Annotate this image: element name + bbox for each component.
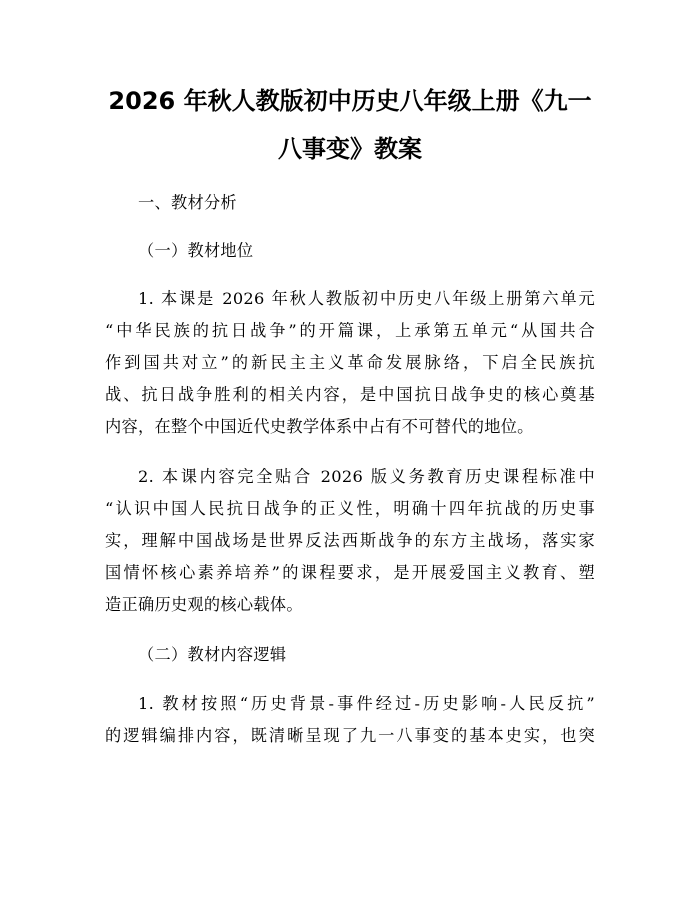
paragraph-1-line-2: “中华民族的抗日战争”的开篇课，上承第五单元“从国共合	[105, 321, 595, 340]
paragraph-1-line-1: 1. 本课是 2026 年秋人教版初中历史八年级上册第六单元	[138, 289, 595, 308]
paragraph-1-line-5: 内容，在整个中国近代史教学体系中占有不可替代的地位。	[105, 417, 534, 436]
paragraph-2-line-5: 造正确历史观的核心载体。	[105, 595, 303, 614]
paragraph-2-line-1: 2. 本课内容完全贴合 2026 版义务教育历史课程标准中	[138, 467, 595, 486]
paragraph-3-line-1: 1. 教材按照“历史背景-事件经过-历史影响-人民反抗”	[138, 694, 595, 713]
paragraph-1-line-3: 作到国共对立”的新民主主义革命发展脉络，下启全民族抗	[105, 353, 595, 372]
section-heading-textbook-analysis: 一、教材分析	[138, 193, 237, 212]
document-title-line-1: 2026 年秋人教版初中历史八年级上册《九一	[108, 87, 592, 115]
paragraph-2-line-2: “认识中国人民抗日战争的正义性，明确十四年抗战的历史事	[105, 499, 595, 518]
paragraph-2-line-4: 国情怀核心素养培养”的课程要求，是开展爱国主义教育、塑	[105, 563, 595, 582]
paragraph-2-line-3: 实，理解中国战场是世界反法西斯战争的东方主战场，落实家	[105, 531, 595, 550]
paragraph-3-line-2: 的逻辑编排内容，既清晰呈现了九一八事变的基本史实，也突	[105, 726, 595, 745]
subsection-heading-textbook-position: （一）教材地位	[138, 241, 254, 260]
subsection-heading-content-logic: （二）教材内容逻辑	[138, 645, 287, 664]
paragraph-1-line-4: 战、抗日战争胜利的相关内容，是中国抗日战争史的核心奠基	[105, 385, 595, 404]
document-title-line-2: 八事变》教案	[278, 135, 422, 163]
